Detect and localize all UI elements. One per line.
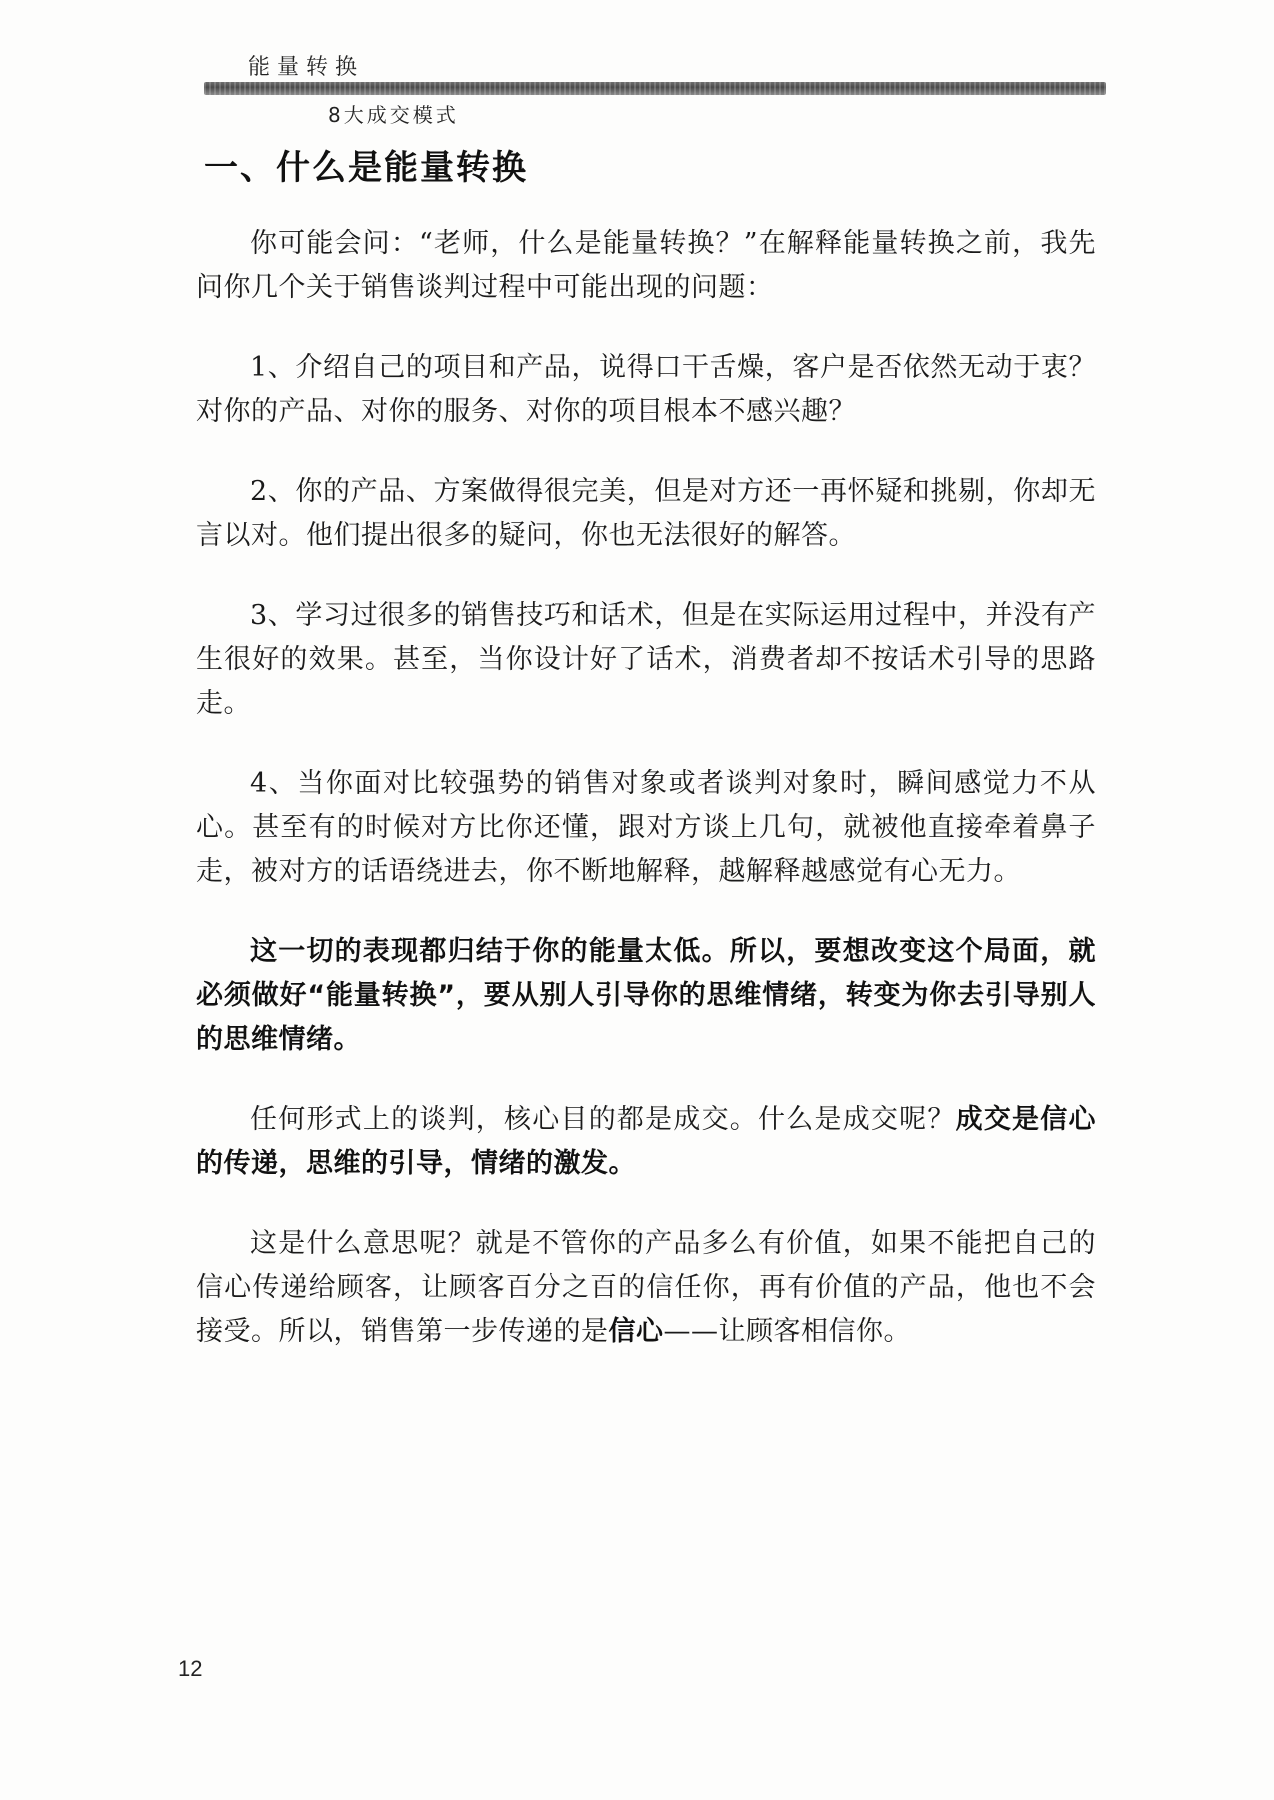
running-head-subtitle: 8大成交模式: [322, 99, 465, 128]
meaning-emphasis: 信心: [608, 1316, 664, 1347]
paragraph-deal-definition: [196, 1098, 1096, 1186]
meaning-text: 这是什么意思呢？就是不管你的产品多么有价值，如果不能把自己的信心传递给顾客，让顾客百分之百的信任你，再有价值的产品，他也不会接受。所以，销售第一步传递的是: [196, 1228, 1096, 1347]
paragraph-question-3: 3、学习过很多的销售技巧和话术，但是在实际运用过程中，并没有产生很好的效果。甚至，当你设计好了话术，消费者却不按话术引导的思路走。: [196, 600, 1096, 719]
meaning-tail-text: ——让顾客相信你。: [663, 1316, 911, 1347]
running-head-title: 能量转换: [248, 55, 365, 80]
body-text: [196, 222, 1096, 1390]
paragraph-intro: 你可能会问：“老师，什么是能量转换？”在解释能量转换之前，我先问你几个关于销售谈判过程中可能出现的问题：: [196, 228, 1096, 303]
deal-definition-emphasis: 成交是信心的传递，思维的引导，情绪的激发。: [196, 1104, 1097, 1179]
paragraph-meaning: [196, 1222, 1096, 1354]
paragraph-summary: 这一切的表现都归结于你的能量太低。所以，要想改变这个局面，就必须做好“能量转换”，要从别人引导你的思维情绪，转变为你去引导别人的思维情绪。: [196, 936, 1096, 1055]
header-rule: [204, 82, 1106, 95]
paragraph-question-4: 4、当你面对比较强势的销售对象或者谈判对象时，瞬间感觉力不从心。甚至有的时候对方比你还懂，跟对方谈上几句，就被他直接牵着鼻子走，被对方的话语绕进去，你不断地解释，越解释越感觉有心无力。: [196, 768, 1096, 887]
page-number: 12: [178, 1656, 203, 1681]
paragraph-question-1: 1、介绍自己的项目和产品，说得口干舌燥，客户是否依然无动于衷？对你的产品、对你的服务、对你的项目根本不感兴趣？: [196, 352, 1096, 427]
deal-question-text: 任何形式上的谈判，核心目的都是成交。什么是成交呢？: [250, 1104, 956, 1135]
paragraph-question-2: 2、你的产品、方案做得很完美，但是对方还一再怀疑和挑剔，你却无言以对。他们提出很多的疑问，你也无法很好的解答。: [196, 476, 1096, 551]
section-heading: 一、什么是能量转换: [204, 148, 528, 188]
